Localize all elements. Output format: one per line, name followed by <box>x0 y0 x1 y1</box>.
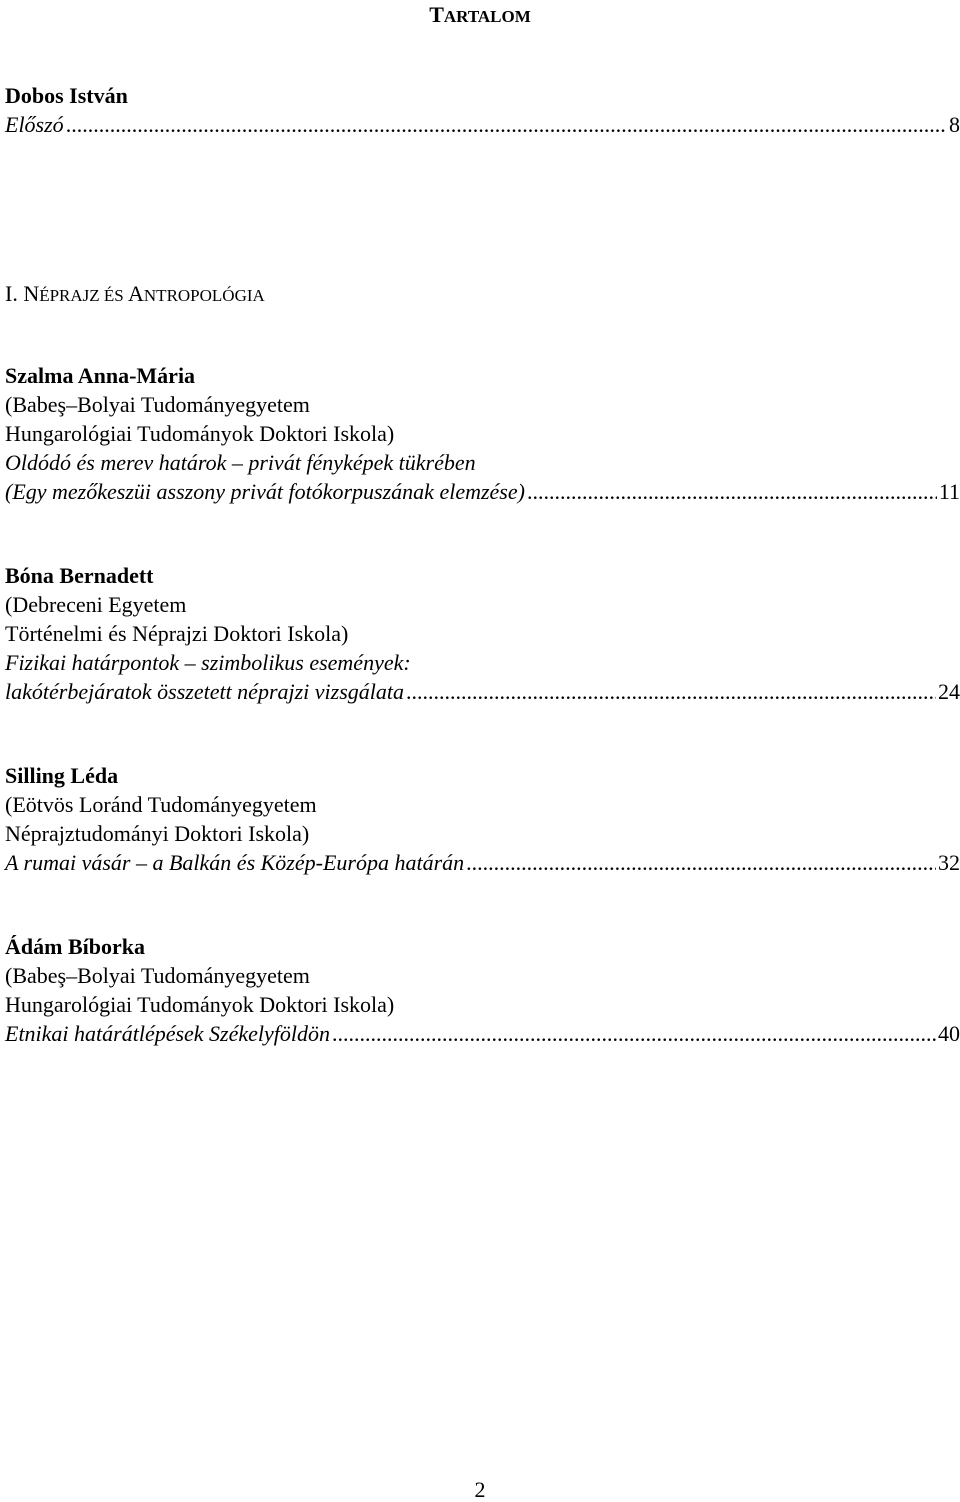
entry-affiliation: Történelmi és Néprajzi Doktori Iskola) <box>5 621 349 646</box>
entry-title: Fizikai határpontok – szimbolikus események: <box>5 650 411 675</box>
toc-entry <box>5 561 960 706</box>
entry-title: Előszó <box>5 112 64 137</box>
toc-line[interactable] <box>5 1019 960 1048</box>
entry-affiliation: (Eötvös Loránd Tudományegyetem <box>5 792 317 817</box>
dot-leader <box>466 848 936 877</box>
page-ref: 40 <box>938 1021 960 1046</box>
toc-entry <box>5 761 960 877</box>
page-title: TARTALOM <box>429 2 531 27</box>
entry-affiliation: (Babeş–Bolyai Tudományegyetem <box>5 392 310 417</box>
page-number: 2 <box>474 1477 486 1502</box>
section-heading: I. NÉPRAJZ ÉS ANTROPOLÓGIA <box>5 281 265 306</box>
entry-author: Silling Léda <box>5 763 119 788</box>
entry-affiliation: Néprajztudományi Doktori Iskola) <box>5 821 310 846</box>
toc-line[interactable] <box>5 110 960 139</box>
entry-author: Szalma Anna-Mária <box>5 363 196 388</box>
dot-leader <box>527 477 937 506</box>
entry-title: (Egy mezőkeszüi asszony privát fotókorpuszának elemzése) <box>5 479 525 504</box>
entry-title: Oldódó és merev határok – privát fényképek tükrében <box>5 450 476 475</box>
entry-affiliation: (Babeş–Bolyai Tudományegyetem <box>5 963 310 988</box>
entry-title: A rumai vásár – a Balkán és Közép-Európa határán <box>5 850 465 875</box>
page-ref: 8 <box>949 112 960 137</box>
entry-author: Ádám Bíborka <box>5 934 145 959</box>
dot-leader <box>332 1019 936 1048</box>
toc-entry-foreword <box>5 81 960 139</box>
entry-title: lakótérbejáratok összetett néprajzi vizsgálata <box>5 679 405 704</box>
page-ref: 32 <box>938 850 960 875</box>
toc-line[interactable] <box>5 677 960 706</box>
entry-author: Dobos István <box>5 83 128 108</box>
toc-entry <box>5 361 960 506</box>
page-ref: 24 <box>938 679 960 704</box>
entry-affiliation: Hungarológiai Tudományok Doktori Iskola) <box>5 421 395 446</box>
entry-affiliation: Hungarológiai Tudományok Doktori Iskola) <box>5 992 395 1017</box>
entry-affiliation: (Debreceni Egyetem <box>5 592 187 617</box>
toc-line[interactable] <box>5 848 960 877</box>
dot-leader <box>66 110 947 139</box>
entry-author: Bóna Bernadett <box>5 563 154 588</box>
entry-title: Etnikai határátlépések Székelyföldön <box>5 1021 331 1046</box>
toc-line[interactable] <box>5 477 960 506</box>
toc-entry <box>5 932 960 1048</box>
dot-leader <box>406 677 936 706</box>
page-ref: 11 <box>938 479 960 504</box>
